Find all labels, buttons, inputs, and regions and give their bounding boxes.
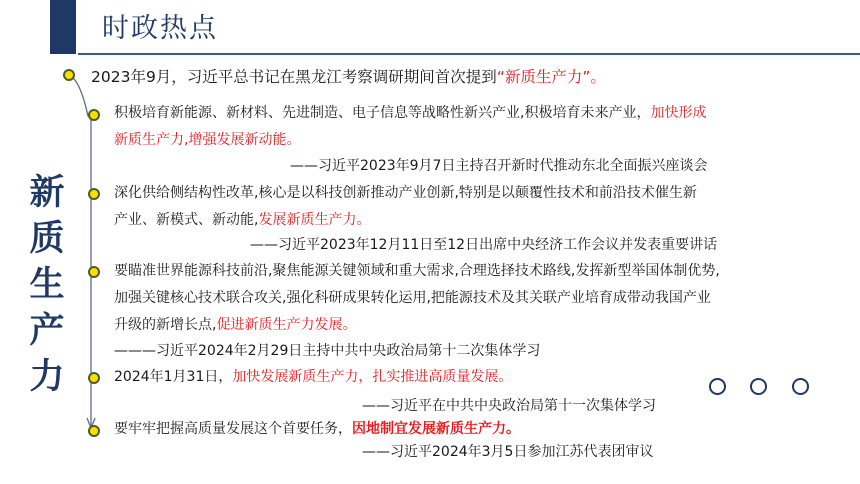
intro-highlight: “新质生产力”。: [496, 68, 606, 86]
quote-paragraph-4: [114, 364, 512, 391]
quote-text: 升级的新增长点,: [114, 317, 217, 333]
bullet-dot: [88, 372, 100, 384]
header-divider: [78, 53, 860, 55]
quote-highlight: 促进新质生产力发展。: [216, 317, 357, 333]
vertical-title-char: 新: [29, 173, 65, 213]
decorative-circle: [709, 378, 726, 395]
quote-highlight: 加快形成: [650, 105, 707, 121]
decorative-circle: [792, 378, 809, 395]
quote-source: ——习近平在中共中央政治局第十一次集体学习: [362, 398, 656, 414]
quote-text: 深化供给侧结构性改革,核心是以科技创新推动产业创新,特别是以颠覆性技术和前沿技术催生新: [114, 185, 697, 201]
quote-text: 要牢牢把握高质量发展这个首要任务，: [114, 421, 352, 437]
quote-source: ——习近平2023年12月11日至12日出席中央经济工作会议并发表重要讲话: [250, 237, 718, 253]
bullet-dot: [88, 425, 100, 437]
header-accent-block: [50, 0, 76, 54]
quote-highlight: 发展新质生产力。: [258, 212, 371, 228]
vertical-title-char: 生: [29, 265, 65, 305]
bullet-dot: [88, 266, 100, 278]
quote-highlight: 加快发展新质生产力，扎实推进高质量发展。: [232, 369, 513, 385]
quote-text: 积极培育新能源、新材料、先进制造、电子信息等战略性新兴产业,积极培育未来产业，: [114, 105, 651, 121]
quote-paragraph-2: [114, 180, 814, 234]
quote-text: 加强关键核心技术联合攻关,强化科研成果转化运用,把能源技术及其关联产业培育成带动我国产业: [114, 290, 711, 306]
quote-source: ——习近平2023年9月7日主持召开新时代推动东北全面振兴座谈会: [290, 158, 708, 174]
timeline-dot: [63, 69, 75, 81]
quote-highlight: 因地制宜发展新质生产力。: [352, 421, 520, 437]
quote-paragraph-5: [114, 416, 520, 443]
quote-highlight: 新质生产力,增强发展新动能。: [114, 132, 301, 148]
bullet-dot: [88, 188, 100, 200]
decorative-circle: [750, 378, 767, 395]
page-title: 时政热点: [102, 13, 218, 44]
vertical-title-char: 产: [29, 311, 65, 351]
vertical-section-title: [27, 170, 67, 400]
quote-source: ———习近平2024年2月29日主持中共中央政治局第十二次集体学习: [114, 343, 541, 359]
intro-line: [91, 65, 606, 87]
bullet-dot: [88, 109, 100, 121]
vertical-title-char: 质: [29, 219, 65, 259]
quote-source: ——习近平2024年3月5日参加江苏代表团审议: [362, 444, 654, 460]
intro-text: 2023年9月，习近平总书记在黑龙江考察调研期间首次提到: [91, 68, 497, 86]
quote-text: 要瞄准世界能源科技前沿,聚焦能源关键领域和重大需求,合理选择技术路线,发挥新型举国体制优势,: [114, 263, 720, 279]
quote-text: 2024年1月31日，: [114, 369, 233, 385]
quote-text: 产业、新模式、新动能,: [114, 212, 259, 228]
vertical-title-char: 力: [29, 357, 65, 397]
quote-paragraph-1: [114, 100, 814, 154]
quote-paragraph-3: [114, 258, 834, 339]
